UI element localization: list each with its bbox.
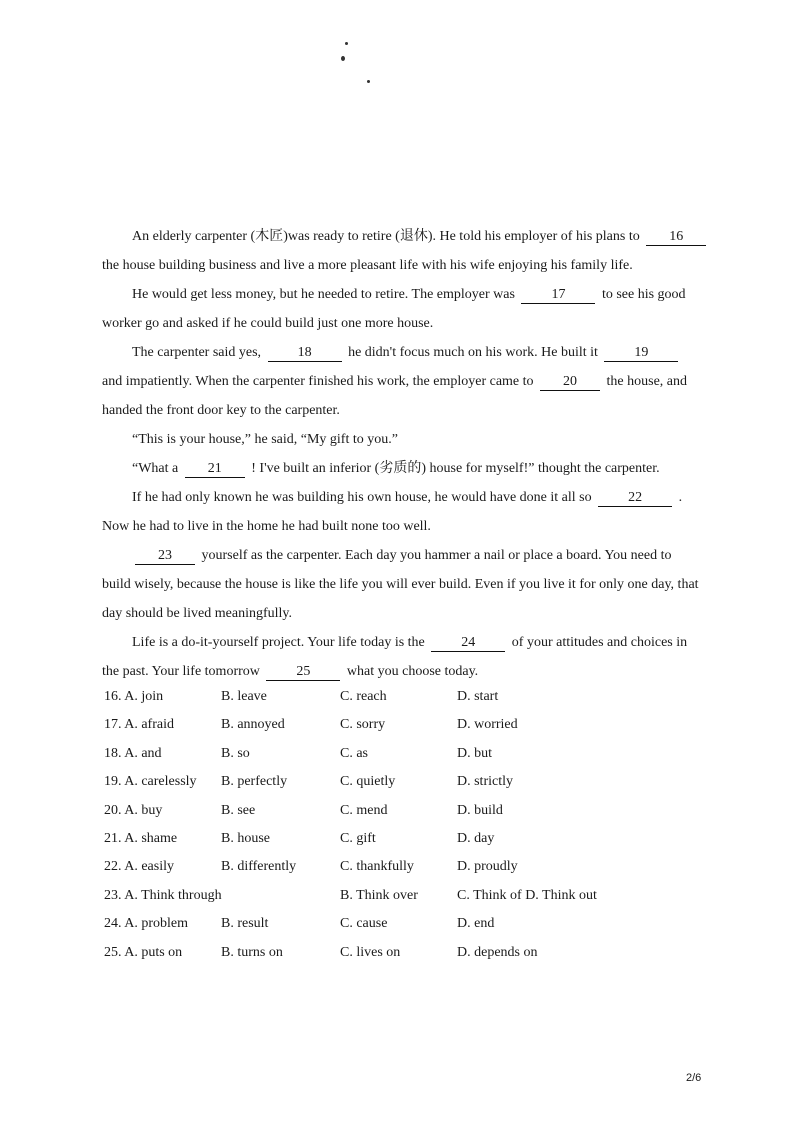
passage-line <box>102 367 698 396</box>
option-choice[interactable]: B. Think over <box>340 887 418 903</box>
scan-speck <box>345 42 348 45</box>
passage-text: “This is your house,” he said, “My gift to you.” <box>132 432 398 447</box>
option-choice[interactable]: 24. A. problem <box>104 916 188 932</box>
answer-blank[interactable]: 25 <box>266 664 340 681</box>
passage-text: day should be lived meaningfully. <box>102 606 292 621</box>
option-choice[interactable]: 18. A. and <box>104 745 162 761</box>
answer-blank[interactable]: 20 <box>540 374 600 391</box>
passage-text: what you choose today. <box>346 664 479 679</box>
passage-line <box>102 599 698 628</box>
option-choice[interactable]: 19. A. carelessly <box>104 774 197 790</box>
answer-blank[interactable]: 19 <box>604 345 678 362</box>
option-choice[interactable]: B. result <box>221 916 269 932</box>
passage-text: and impatiently. When the carpenter finished his work, the employer came to <box>102 374 534 389</box>
answer-blank[interactable]: 21 <box>185 461 245 478</box>
passage-text: Now he had to live in the home he had built none too well. <box>102 519 431 534</box>
option-choice[interactable]: C. reach <box>340 689 387 704</box>
option-choice[interactable]: C. as <box>340 745 368 761</box>
option-choice[interactable]: 25. A. puts on <box>104 944 183 960</box>
option-choice[interactable]: C. lives on <box>340 944 401 960</box>
question-options-row <box>104 853 664 881</box>
option-choice[interactable]: 23. A. Think through <box>104 887 222 903</box>
option-choice[interactable]: B. annoyed <box>221 717 285 733</box>
passage-line <box>102 396 698 425</box>
option-choice[interactable]: B. leave <box>221 689 267 704</box>
passage-line <box>102 425 698 454</box>
passage-text: handed the front door key to the carpenter. <box>102 403 340 418</box>
scan-speck <box>367 80 370 83</box>
option-choice[interactable]: 16. A. join <box>104 689 164 704</box>
question-options-row <box>104 768 664 796</box>
option-choice[interactable]: D. start <box>457 689 499 704</box>
passage-text: he didn't focus much on his work. He built it <box>348 345 598 360</box>
passage-line <box>102 280 698 309</box>
passage-text: the house building business and live a more pleasant life with his wife enjoying his family life. <box>102 258 633 273</box>
question-options-row <box>104 797 664 825</box>
option-choice[interactable]: B. perfectly <box>221 774 288 790</box>
option-choice[interactable]: B. see <box>221 802 256 818</box>
question-options-row <box>104 683 664 711</box>
question-options-row <box>104 711 664 739</box>
passage-line <box>102 657 698 686</box>
passage-line <box>102 512 698 541</box>
option-choice[interactable]: B. so <box>221 745 250 761</box>
passage-text: to see his good <box>601 287 686 302</box>
passage-text: the house, and <box>606 374 688 389</box>
question-options-row <box>104 740 664 768</box>
option-choice[interactable]: D. but <box>457 745 492 761</box>
answer-blank[interactable]: 24 <box>431 635 505 652</box>
passage-text: worker go and asked if he could build just one more house. <box>102 316 434 331</box>
passage-line <box>102 222 698 251</box>
scan-speck <box>341 56 345 61</box>
cloze-passage <box>102 222 698 686</box>
passage-line <box>102 454 698 483</box>
question-options-row <box>104 882 664 910</box>
passage-line <box>102 541 698 570</box>
option-choice[interactable]: C. thankfully <box>340 859 414 875</box>
option-choice[interactable]: 21. A. shame <box>104 830 178 846</box>
passage-line <box>102 483 698 512</box>
option-choice[interactable]: 22. A. easily <box>104 859 174 875</box>
answer-blank[interactable]: 16 <box>646 229 706 246</box>
option-choice[interactable]: B. house <box>221 830 270 846</box>
option-choice[interactable]: D. build <box>457 802 503 818</box>
option-choice[interactable]: D. worried <box>457 717 518 733</box>
passage-text: If he had only known he was building his own house, he would have done it all so <box>132 490 592 505</box>
option-choice[interactable]: D. end <box>457 916 495 932</box>
answer-blank[interactable]: 23 <box>135 548 195 565</box>
option-choice[interactable]: C. gift <box>340 830 376 846</box>
passage-line <box>102 338 698 367</box>
passage-text: “What a <box>132 461 179 476</box>
page-number: 2/6 <box>686 1072 702 1084</box>
passage-text: An elderly carpenter (木匠)was ready to retire (退休). He told his employer of his plans to <box>132 229 640 244</box>
passage-text: build wisely, because the house is like the life you will ever build. Even if you live it for only one day, that <box>102 577 699 592</box>
option-choice[interactable]: D. strictly <box>457 774 513 790</box>
passage-line <box>102 251 698 280</box>
passage-text: . <box>678 490 683 505</box>
option-choice[interactable]: 20. A. buy <box>104 802 163 818</box>
option-choice[interactable]: B. differently <box>221 859 297 875</box>
passage-text: of your attitudes and choices in <box>511 635 688 650</box>
passage-line <box>102 628 698 657</box>
option-choice[interactable]: B. turns on <box>221 944 283 960</box>
passage-text: He would get less money, but he needed to retire. The employer was <box>132 287 515 302</box>
option-choice[interactable]: 17. A. afraid <box>104 717 174 733</box>
question-options-row <box>104 825 664 853</box>
answer-blank[interactable]: 22 <box>598 490 672 507</box>
passage-line <box>102 570 698 599</box>
option-choice[interactable]: C. Think of D. Think out <box>457 887 597 903</box>
passage-line <box>102 309 698 338</box>
option-choice[interactable]: C. quietly <box>340 774 396 790</box>
option-choice[interactable]: D. proudly <box>457 859 518 875</box>
option-choice[interactable]: D. depends on <box>457 944 538 960</box>
passage-text: The carpenter said yes, <box>132 345 262 360</box>
passage-text: ! I've built an inferior (劣质的) house for myself!” thought the carpenter. <box>251 461 660 476</box>
question-options-row <box>104 939 664 967</box>
option-choice[interactable]: C. mend <box>340 802 388 818</box>
answer-blank[interactable]: 18 <box>268 345 342 362</box>
option-choice[interactable]: C. sorry <box>340 717 386 733</box>
passage-text: the past. Your life tomorrow <box>102 664 260 679</box>
answer-blank[interactable]: 17 <box>521 287 595 304</box>
option-choice[interactable]: C. cause <box>340 916 388 932</box>
question-options-row <box>104 910 664 938</box>
passage-text: Life is a do-it-yourself project. Your life today is the <box>132 635 425 650</box>
passage-text: yourself as the carpenter. Each day you hammer a nail or place a board. You need to <box>201 548 672 563</box>
answer-options <box>104 683 664 967</box>
option-choice[interactable]: D. day <box>457 830 495 846</box>
